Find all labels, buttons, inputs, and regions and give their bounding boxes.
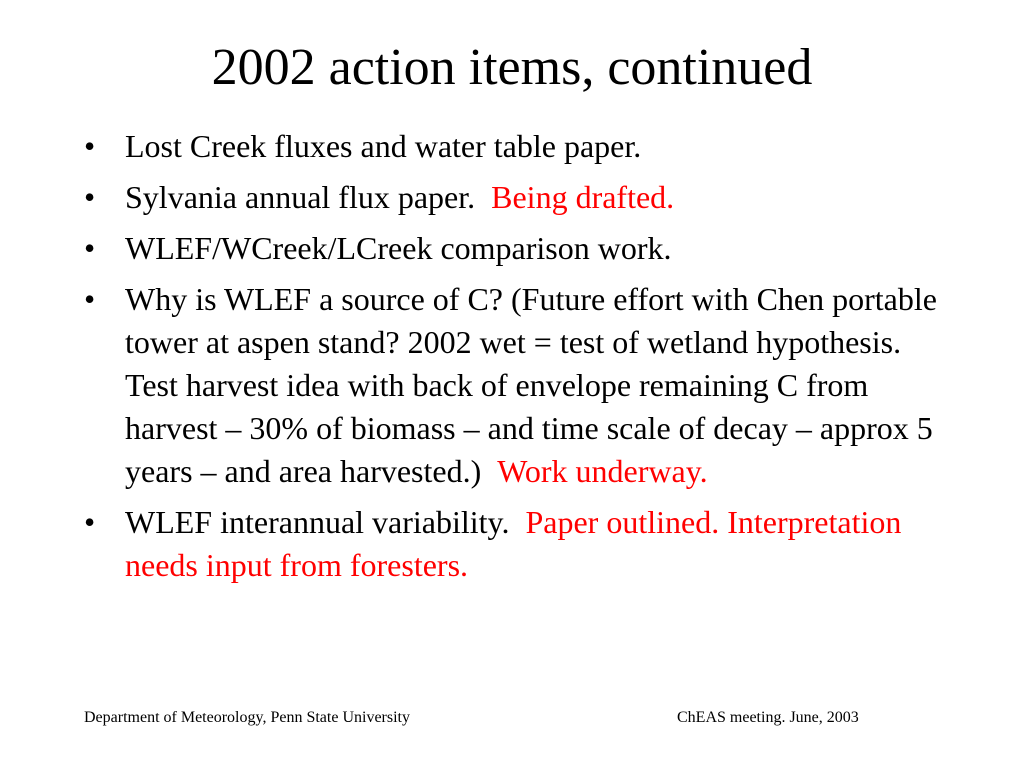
bullet-item-comparison xyxy=(84,227,944,270)
bullet-status: Paper outlined. Interpretation needs input from foresters. xyxy=(125,504,902,583)
footer-department: Department of Meteorology, Penn State University xyxy=(84,709,410,726)
bullet-item-interannual xyxy=(84,501,944,587)
bullet-dot-icon: • xyxy=(84,179,96,215)
footer-meeting: ChEAS meeting. June, 2003 xyxy=(677,709,859,726)
bullet-text: WLEF/WCreek/LCreek comparison work. xyxy=(125,230,672,266)
bullet-dot-icon: • xyxy=(84,281,96,317)
bullet-list xyxy=(84,125,944,595)
bullet-status: Work underway. xyxy=(497,453,708,489)
bullet-text: Lost Creek fluxes and water table paper. xyxy=(125,128,642,164)
bullet-item-wlef-source xyxy=(84,278,944,493)
slide-title: 2002 action items, continued xyxy=(211,39,813,96)
bullet-text: WLEF interannual variability. xyxy=(125,504,526,540)
bullet-dot-icon: • xyxy=(84,128,96,164)
bullet-dot-icon: • xyxy=(84,230,96,266)
bullet-item-lost-creek xyxy=(84,125,944,168)
bullet-text: Why is WLEF a source of C? (Future effort with Chen portable tower at aspen stand? 2002 wet = test of wetland hypothesis. Test harvest idea with back of envelope remaining C from harvest – 30% of biomass – and time scale of decay – approx 5 years – and area harvested.) xyxy=(125,281,937,489)
bullet-status: Being drafted. xyxy=(491,179,675,215)
bullet-item-sylvania xyxy=(84,176,944,219)
bullet-dot-icon: • xyxy=(84,504,96,540)
bullet-text: Sylvania annual flux paper. xyxy=(125,179,492,215)
